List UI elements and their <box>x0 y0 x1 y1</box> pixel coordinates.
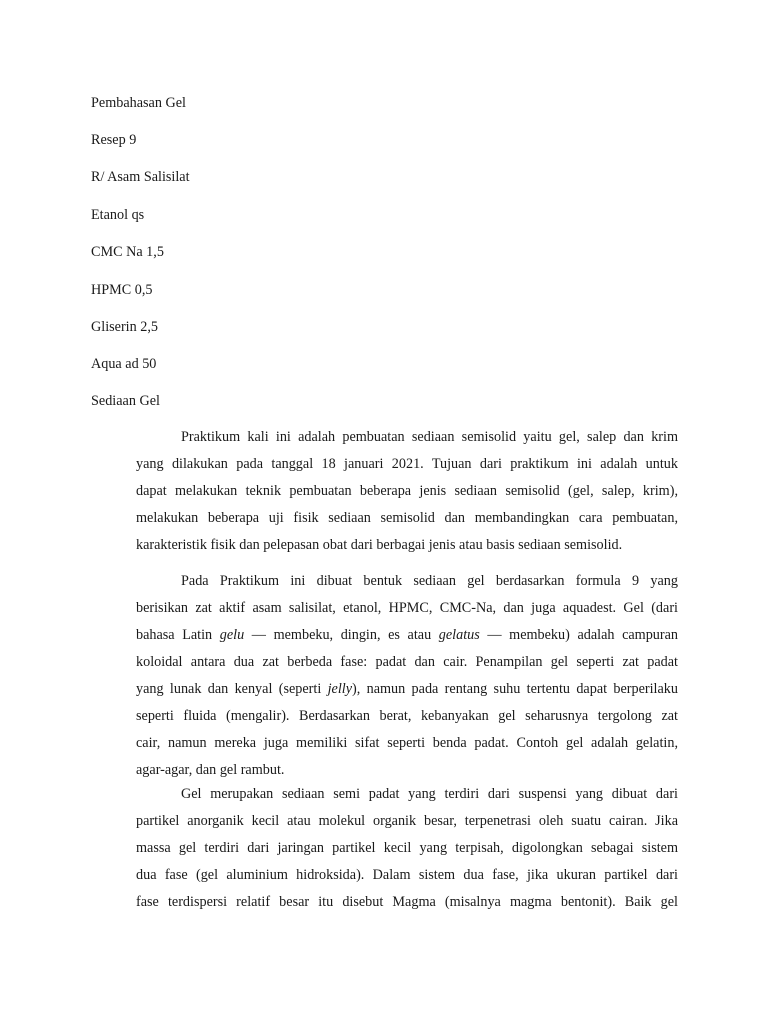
text-segment: — membeku) adalah campuran <box>479 627 679 643</box>
text-segment: cair, namun mereka juga memiliki sifat seperti benda padat. Contoh gel adalah gelatin, <box>136 735 678 751</box>
text-line <box>136 532 678 559</box>
italic-term: gelatus <box>438 627 480 643</box>
text-line <box>136 757 678 784</box>
document-title: Pembahasan Gel <box>91 95 186 111</box>
text-line <box>136 595 678 622</box>
text-line <box>136 568 678 595</box>
recipe-ingredient: Gliserin 2,5 <box>91 319 158 335</box>
recipe-ingredient: Etanol qs <box>91 207 145 223</box>
text-line <box>136 889 678 916</box>
text-line <box>136 451 678 478</box>
text-segment: yang lunak dan kenyal (seperti <box>136 681 328 697</box>
text-segment: — membeku, dingin, es atau <box>244 627 439 643</box>
text-line <box>136 703 678 730</box>
italic-term: jelly <box>327 681 353 697</box>
recipe-ingredient: CMC Na 1,5 <box>91 244 164 260</box>
text-line <box>136 505 678 532</box>
text-line <box>136 622 678 649</box>
text-segment: bahasa Latin <box>136 627 220 643</box>
text-segment: Pada Praktikum ini dibuat bentuk sediaan gel berdasarkan formula 9 yang <box>181 573 678 589</box>
section-heading: Sediaan Gel <box>91 393 160 409</box>
text-segment: dua fase (gel aluminium hidroksida). Dalam sistem dua fase, jika ukuran partikel dari <box>136 867 678 883</box>
text-segment: agar-agar, dan gel rambut. <box>136 762 285 778</box>
text-segment: partikel anorganik kecil atau molekul organik besar, terpenetrasi oleh suatu cairan. Jika <box>136 813 678 829</box>
text-segment: yang dilakukan pada tanggal 18 januari 2021. Tujuan dari praktikum ini adalah untuk <box>136 456 678 472</box>
text-segment: massa gel terdiri dari jaringan partikel kecil yang terpisah, digolongkan sebagai sistem <box>136 840 678 856</box>
text-line <box>136 808 678 835</box>
text-segment: ), namun pada rentang suhu tertentu dapat berperilaku <box>352 681 678 697</box>
text-line <box>136 730 678 757</box>
recipe-ingredient: HPMC 0,5 <box>91 282 153 298</box>
text-segment: karakteristik fisik dan pelepasan obat dari berbagai jenis atau basis sediaan semisolid. <box>136 537 623 553</box>
paragraph-gel-definition <box>136 568 678 784</box>
text-line <box>136 781 678 808</box>
paragraph-gel-description <box>136 781 678 916</box>
text-segment: melakukan beberapa uji fisik sediaan semisolid dan membandingkan cara pembuatan, <box>136 510 678 526</box>
text-segment: Gel merupakan sediaan semi padat yang terdiri dari suspensi yang dibuat dari <box>181 786 678 802</box>
text-line <box>136 424 678 451</box>
recipe-ingredient: R/ Asam Salisilat <box>91 169 190 185</box>
recipe-number: Resep 9 <box>91 132 137 148</box>
text-segment: fase terdispersi relatif besar itu disebut Magma (misalnya magma bentonit). Baik gel <box>136 894 678 910</box>
text-segment: berisikan zat aktif asam salisilat, etanol, HPMC, CMC-Na, dan juga aquadest. Gel (dari <box>136 600 678 616</box>
text-line <box>136 478 678 505</box>
recipe-ingredient: Aqua ad 50 <box>91 356 157 372</box>
text-segment: seperti fluida (mengalir). Berdasarkan berat, kebanyakan gel seharusnya tergolong zat <box>136 708 678 724</box>
text-line <box>136 649 678 676</box>
text-line <box>136 862 678 889</box>
text-line <box>136 835 678 862</box>
paragraph-intro <box>136 424 678 559</box>
text-segment: Praktikum kali ini adalah pembuatan sediaan semisolid yaitu gel, salep dan krim <box>181 429 678 445</box>
text-segment: koloidal antara dua zat berbeda fase: padat dan cair. Penampilan gel seperti zat padat <box>136 654 678 670</box>
italic-term: gelu <box>219 627 245 643</box>
text-segment: dapat melakukan teknik pembuatan beberapa jenis sediaan semisolid (gel, salep, krim), <box>136 483 678 499</box>
text-line <box>136 676 678 703</box>
